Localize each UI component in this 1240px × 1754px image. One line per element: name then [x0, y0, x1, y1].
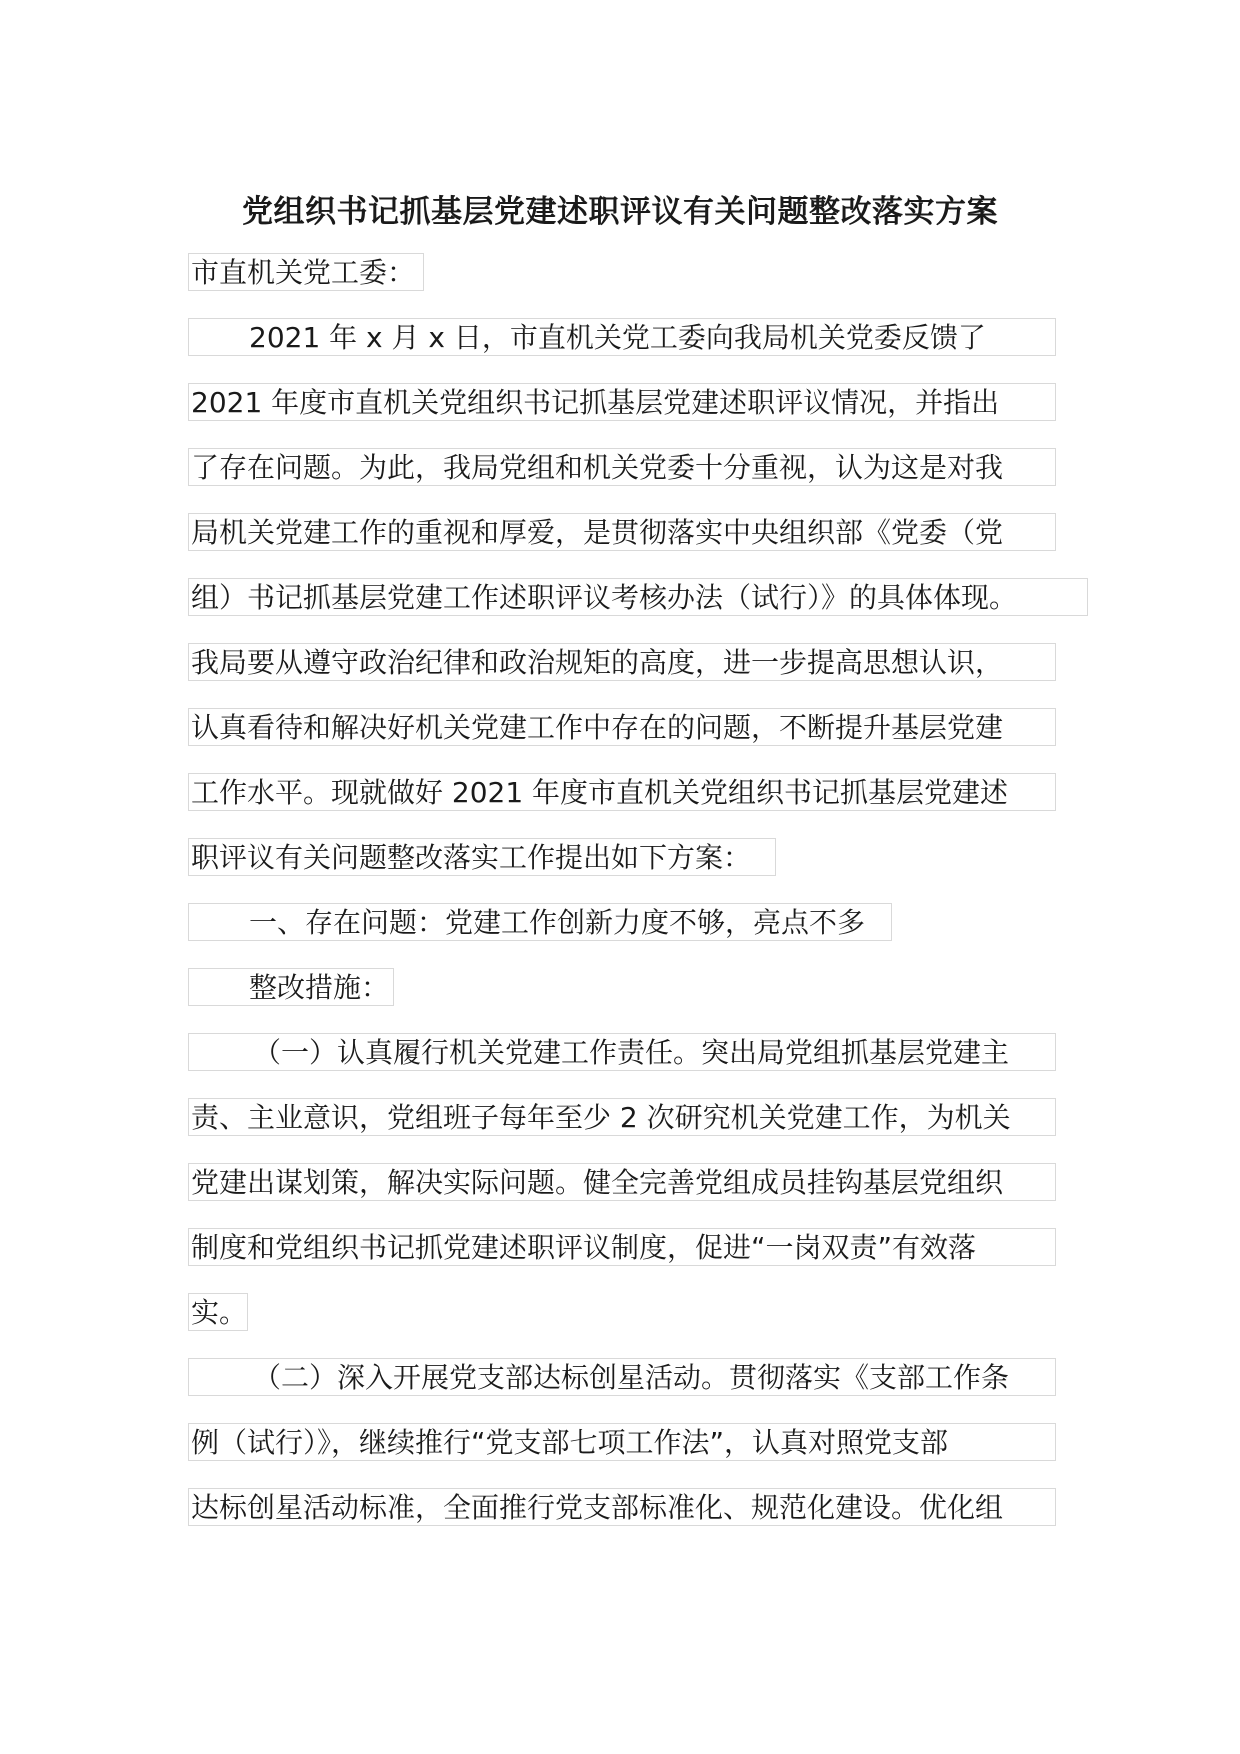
paragraph-line: 2021 年度市直机关党组织书记抓基层党建述职评议情况，并指出	[188, 383, 1056, 421]
paragraph-line: 了存在问题。为此，我局党组和机关党委十分重视，认为这是对我	[188, 448, 1056, 486]
paragraph-line: 制度和党组织书记抓党建述职评议制度，促进“一岗双责”有效落	[188, 1228, 1056, 1266]
paragraph-line: 例（试行）》，继续推行“党支部七项工作法”，认真对照党支部	[188, 1423, 1056, 1461]
measures-heading: 整改措施：	[188, 968, 394, 1006]
section-heading: 一、存在问题：党建工作创新力度不够，亮点不多	[188, 903, 892, 941]
paragraph-line: 组）书记抓基层党建工作述职评议考核办法（试行）》的具体体现。	[188, 578, 1088, 616]
salutation-line: 市直机关党工委：	[188, 253, 424, 291]
paragraph-line: 我局要从遵守政治纪律和政治规矩的高度，进一步提高思想认识，	[188, 643, 1056, 681]
paragraph-line: （一）认真履行机关党建工作责任。突出局党组抓基层党建主	[188, 1033, 1056, 1071]
paragraph-line: 达标创星活动标准，全面推行党支部标准化、规范化建设。优化组	[188, 1488, 1056, 1526]
paragraph-line: 2021 年 x 月 x 日，市直机关党工委向我局机关党委反馈了	[188, 318, 1056, 356]
paragraph-line: 认真看待和解决好机关党建工作中存在的问题，不断提升基层党建	[188, 708, 1056, 746]
paragraph-line: 职评议有关问题整改落实工作提出如下方案：	[188, 838, 776, 876]
document-title: 党组织书记抓基层党建述职评议有关问题整改落实方案	[242, 194, 998, 230]
paragraph-line: 工作水平。现就做好 2021 年度市直机关党组织书记抓基层党建述	[188, 773, 1056, 811]
paragraph-line: 责、主业意识，党组班子每年至少 2 次研究机关党建工作，为机关	[188, 1098, 1056, 1136]
paragraph-line: 党建出谋划策，解决实际问题。健全完善党组成员挂钩基层党组织	[188, 1163, 1056, 1201]
paragraph-line: 实。	[188, 1293, 248, 1331]
paragraph-line: （二）深入开展党支部达标创星活动。贯彻落实《支部工作条	[188, 1358, 1056, 1396]
paragraph-line: 局机关党建工作的重视和厚爱，是贯彻落实中央组织部《党委（党	[188, 513, 1056, 551]
